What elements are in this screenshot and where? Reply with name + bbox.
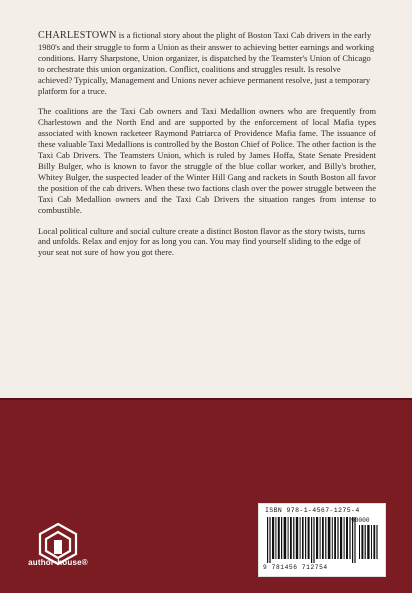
publisher-name: author•house® <box>28 558 88 567</box>
blurb-paragraph-3: Local political culture and social culture create a distinct Boston flavor as the story twists, turns and unfolds. Relax and enjoy for as long you can. You may find yourself sliding to the edge of your seat not sure of how you got there. <box>38 225 366 258</box>
isbn-barcode <box>258 503 386 577</box>
isbn-label: ISBN 978-1-4567-1275-4 <box>265 507 360 514</box>
blurb-paragraph-2: The coalitions are the Taxi Cab owners and Taxi Medallion owners who are frequently from Charlestown and the North End and are supported by the enforcement of local Mafia types associated with known racketeer Raymond Patriarca of Providence Mafia fame. The issuance of these valuable Taxi Medallions is controlled by the Boston Chief of Police. The other faction is the Taxi Cab Drivers. The Teamsters Union, which is ruled by James Hoffa, State Senate President Billy Bulger, who is known to favor the struggle of the blue collar worker, and Billy's brother, Whitey Bulger, the suspected leader of the Winter Hill Gang and rackets in South Boston all favor the position of the cab drivers. When these two factions clash over the power struggle between the Taxi Cab Medallion owners and the Taxi Cab Drivers the situation ranges from intense to combustible. <box>38 106 376 215</box>
book-title-lead: CHARLESTOWN <box>38 30 117 41</box>
price-code: 90000 <box>351 517 370 524</box>
ean-digits: 9 781456 712754 <box>263 564 328 571</box>
blurb-text <box>38 30 376 268</box>
blurb-paragraph-1-text: is a fictional story about the plight of Boston Taxi Cab drivers in the early 1980's and their struggle to form a Union as their answer to achieving better earnings and working conditions. Harry Sharpstone, Union organizer, is dispatched by the Teamster's Union of Chicago to orchestrate this union organization. Conflict, coalitions and struggles result. Is resolve achieved? Typically, Management and Unions never achieve permanent resolve, just a temporary platform for a truce. <box>38 30 375 96</box>
blurb-paragraph-1 <box>38 30 376 96</box>
